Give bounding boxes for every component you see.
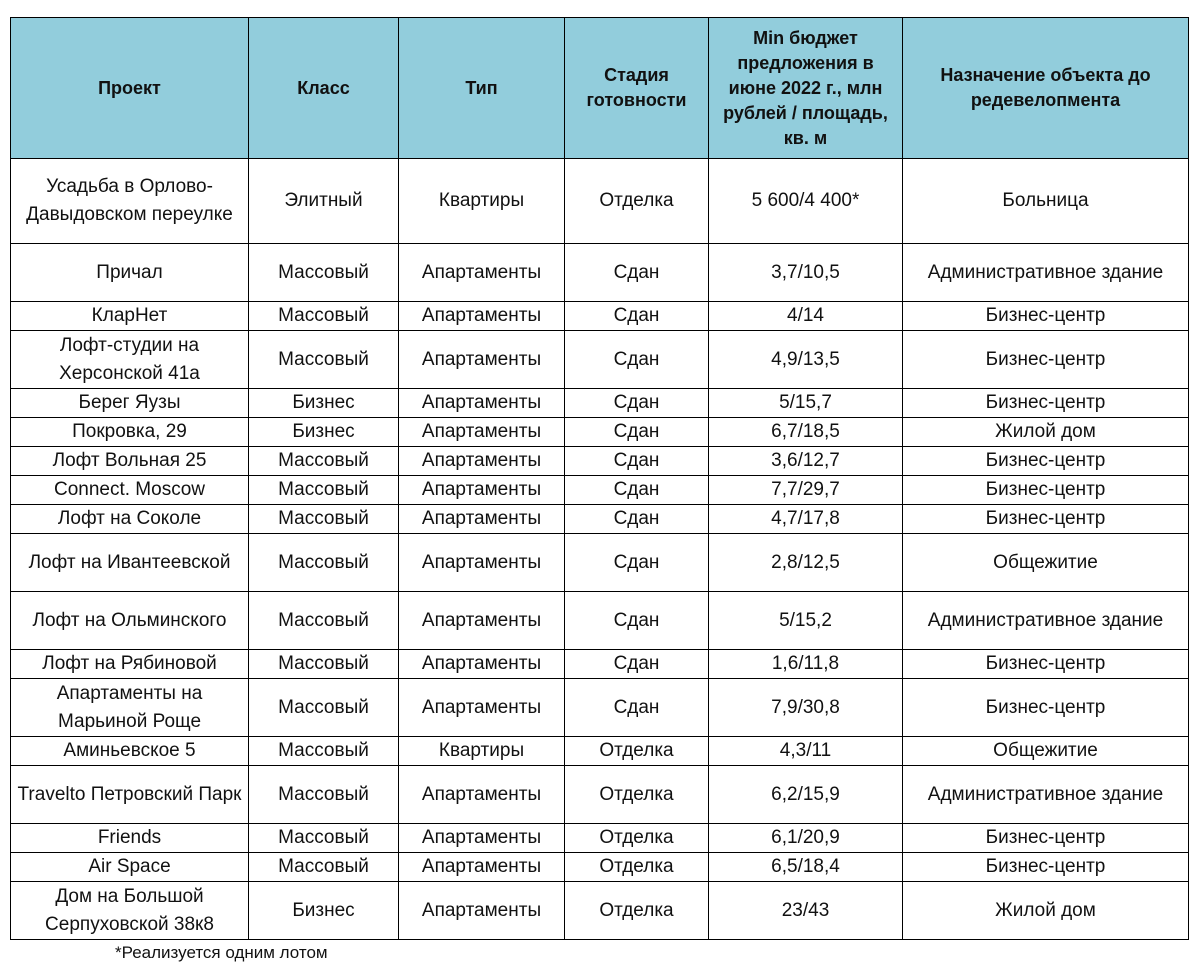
cell-stage: Отделка: [565, 766, 709, 824]
footnote: *Реализуется одним лотом: [115, 943, 328, 962]
table-row: [11, 650, 1189, 679]
cell-stage: Сдан: [565, 302, 709, 331]
table-row: [11, 534, 1189, 592]
cell-purpose: Общежитие: [903, 534, 1189, 592]
cell-class: Массовый: [249, 679, 399, 737]
cell-purpose: Административное здание: [903, 766, 1189, 824]
header-row: [11, 18, 1189, 159]
cell-project: Лофт Вольная 25: [11, 447, 249, 476]
cell-type: Апартаменты: [399, 389, 565, 418]
header-min-budget: Min бюджет предложения в июне 2022 г., млн рублей / площадь, кв. м: [709, 18, 903, 159]
cell-purpose: Бизнес-центр: [903, 853, 1189, 882]
cell-project: Покровка, 29: [11, 418, 249, 447]
cell-stage: Сдан: [565, 679, 709, 737]
cell-purpose: Бизнес-центр: [903, 679, 1189, 737]
cell-type: Апартаменты: [399, 447, 565, 476]
cell-purpose: Административное здание: [903, 592, 1189, 650]
cell-project: Дом на Большой Серпуховской 38к8: [11, 882, 249, 940]
cell-class: Массовый: [249, 853, 399, 882]
cell-type: Апартаменты: [399, 534, 565, 592]
table-row: [11, 592, 1189, 650]
cell-stage: Отделка: [565, 737, 709, 766]
cell-stage: Сдан: [565, 389, 709, 418]
cell-class: Массовый: [249, 244, 399, 302]
table-row: [11, 418, 1189, 447]
table-row: [11, 505, 1189, 534]
cell-budget: 4/14: [709, 302, 903, 331]
cell-budget: 1,6/11,8: [709, 650, 903, 679]
cell-project: Connect. Moscow: [11, 476, 249, 505]
cell-project: Лофт на Соколе: [11, 505, 249, 534]
header-class: Класс: [249, 18, 399, 159]
table-row: [11, 737, 1189, 766]
table-row: [11, 679, 1189, 737]
cell-type: Апартаменты: [399, 331, 565, 389]
cell-type: Апартаменты: [399, 766, 565, 824]
cell-budget: 23/43: [709, 882, 903, 940]
cell-budget: 6,7/18,5: [709, 418, 903, 447]
cell-class: Массовый: [249, 331, 399, 389]
cell-class: Элитный: [249, 159, 399, 244]
cell-class: Бизнес: [249, 882, 399, 940]
cell-class: Массовый: [249, 476, 399, 505]
cell-type: Апартаменты: [399, 882, 565, 940]
header-project: Проект: [11, 18, 249, 159]
table-row: [11, 476, 1189, 505]
cell-project: Лофт на Рябиновой: [11, 650, 249, 679]
table-container: [10, 17, 1189, 940]
cell-stage: Сдан: [565, 534, 709, 592]
cell-budget: 3,7/10,5: [709, 244, 903, 302]
cell-project: Лофт-студии на Херсонской 41а: [11, 331, 249, 389]
cell-budget: 6,5/18,4: [709, 853, 903, 882]
cell-project: Усадьба в Орлово-Давыдовском переулке: [11, 159, 249, 244]
header-stage: Стадия готовности: [565, 18, 709, 159]
cell-class: Массовый: [249, 737, 399, 766]
cell-type: Апартаменты: [399, 679, 565, 737]
cell-type: Апартаменты: [399, 476, 565, 505]
cell-budget: 2,8/12,5: [709, 534, 903, 592]
cell-stage: Сдан: [565, 244, 709, 302]
cell-stage: Сдан: [565, 650, 709, 679]
cell-purpose: Бизнес-центр: [903, 331, 1189, 389]
table-row: [11, 447, 1189, 476]
cell-type: Апартаменты: [399, 853, 565, 882]
cell-budget: 4,3/11: [709, 737, 903, 766]
cell-budget: 6,2/15,9: [709, 766, 903, 824]
cell-stage: Сдан: [565, 447, 709, 476]
cell-stage: Сдан: [565, 331, 709, 389]
cell-budget: 6,1/20,9: [709, 824, 903, 853]
cell-stage: Сдан: [565, 418, 709, 447]
cell-stage: Отделка: [565, 853, 709, 882]
cell-purpose: Административное здание: [903, 244, 1189, 302]
cell-budget: 4,7/17,8: [709, 505, 903, 534]
cell-class: Массовый: [249, 505, 399, 534]
cell-class: Бизнес: [249, 389, 399, 418]
cell-class: Массовый: [249, 766, 399, 824]
cell-type: Квартиры: [399, 159, 565, 244]
redevelopment-projects-table: [10, 17, 1189, 940]
cell-stage: Отделка: [565, 882, 709, 940]
cell-budget: 5/15,2: [709, 592, 903, 650]
cell-class: Массовый: [249, 447, 399, 476]
cell-purpose: Бизнес-центр: [903, 447, 1189, 476]
cell-purpose: Бизнес-центр: [903, 302, 1189, 331]
cell-type: Апартаменты: [399, 592, 565, 650]
cell-project: Берег Яузы: [11, 389, 249, 418]
table-row: [11, 159, 1189, 244]
cell-budget: 7,7/29,7: [709, 476, 903, 505]
table-body: [11, 159, 1189, 940]
table-row: [11, 302, 1189, 331]
cell-project: КларНет: [11, 302, 249, 331]
cell-project: Air Space: [11, 853, 249, 882]
cell-type: Апартаменты: [399, 244, 565, 302]
cell-stage: Сдан: [565, 476, 709, 505]
cell-project: Travelto Петровский Парк: [11, 766, 249, 824]
cell-budget: 5 600/4 400*: [709, 159, 903, 244]
header-original-purpose: Назначение объекта до редевелопмента: [903, 18, 1189, 159]
table-row: [11, 766, 1189, 824]
cell-class: Массовый: [249, 302, 399, 331]
cell-purpose: Бизнес-центр: [903, 389, 1189, 418]
cell-type: Апартаменты: [399, 505, 565, 534]
table-row: [11, 331, 1189, 389]
table-row: [11, 853, 1189, 882]
cell-type: Апартаменты: [399, 824, 565, 853]
table-row: [11, 882, 1189, 940]
cell-stage: Сдан: [565, 505, 709, 534]
cell-purpose: Бизнес-центр: [903, 824, 1189, 853]
cell-purpose: Общежитие: [903, 737, 1189, 766]
cell-type: Квартиры: [399, 737, 565, 766]
cell-purpose: Больница: [903, 159, 1189, 244]
cell-project: Лофт на Ивантеевской: [11, 534, 249, 592]
cell-purpose: Жилой дом: [903, 418, 1189, 447]
header-type: Тип: [399, 18, 565, 159]
cell-class: Массовый: [249, 824, 399, 853]
cell-project: Friends: [11, 824, 249, 853]
cell-stage: Сдан: [565, 592, 709, 650]
cell-class: Массовый: [249, 534, 399, 592]
table-row: [11, 824, 1189, 853]
cell-budget: 4,9/13,5: [709, 331, 903, 389]
cell-purpose: Бизнес-центр: [903, 650, 1189, 679]
cell-project: Лофт на Ольминского: [11, 592, 249, 650]
cell-project: Аминьевское 5: [11, 737, 249, 766]
cell-type: Апартаменты: [399, 418, 565, 447]
cell-budget: 7,9/30,8: [709, 679, 903, 737]
table-row: [11, 389, 1189, 418]
cell-purpose: Жилой дом: [903, 882, 1189, 940]
cell-budget: 5/15,7: [709, 389, 903, 418]
cell-class: Массовый: [249, 650, 399, 679]
cell-class: Бизнес: [249, 418, 399, 447]
cell-type: Апартаменты: [399, 650, 565, 679]
cell-project: Причал: [11, 244, 249, 302]
cell-type: Апартаменты: [399, 302, 565, 331]
cell-project: Апартаменты на Марьиной Роще: [11, 679, 249, 737]
cell-budget: 3,6/12,7: [709, 447, 903, 476]
cell-stage: Отделка: [565, 159, 709, 244]
cell-stage: Отделка: [565, 824, 709, 853]
table-row: [11, 244, 1189, 302]
cell-purpose: Бизнес-центр: [903, 505, 1189, 534]
cell-class: Массовый: [249, 592, 399, 650]
cell-purpose: Бизнес-центр: [903, 476, 1189, 505]
